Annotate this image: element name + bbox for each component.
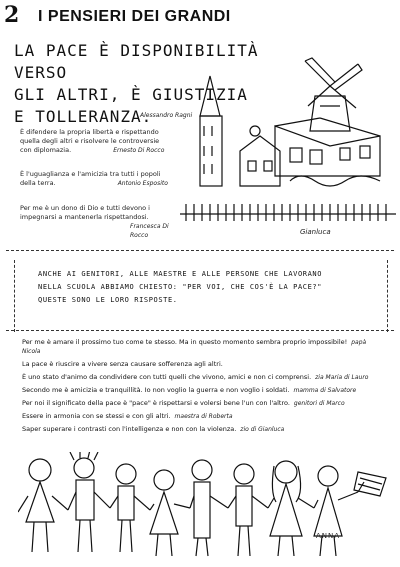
answer-3: È uno stato d'animo da condividere con tutti quelli che vivono, amici e non ci comprensi. zia Maria di Lauro bbox=[22, 373, 369, 381]
interview-text bbox=[38, 268, 368, 307]
child-8-drawing bbox=[314, 466, 358, 556]
answer-1: Per me è amare il prossimo tuo come te stesso. Ma in questo momento sembra proprio impossibile! papà Nicola bbox=[22, 338, 367, 355]
quote-1-author: Ernesto Di Rocco bbox=[113, 147, 165, 154]
interview-line-2: NELLA SCUOLA ABBIAMO CHIESTO: "PER VOI, CHE COS'È LA PACE?" bbox=[38, 283, 323, 291]
separator-bottom bbox=[6, 330, 394, 331]
children-drawing bbox=[18, 452, 388, 562]
page-title: I PENSIERI DEI GRANDI bbox=[38, 8, 231, 25]
main-quote-line-1: LA PACE È DISPONIBILITÀ VERSO bbox=[14, 41, 259, 82]
answer-3-author: zia Maria di Lauro bbox=[315, 374, 369, 381]
children-signature: ANNA bbox=[316, 532, 341, 540]
quote-2-line-1: È l'uguaglianza e l'amicizia tra tutti i popoli bbox=[20, 170, 161, 178]
interview-line-3: QUESTE SONO LE LORO RISPOSTE. bbox=[38, 296, 178, 304]
quote-1 bbox=[20, 128, 180, 155]
answer-6: Essere in armonia con se stessi e con gli altri. maestra di Roberta bbox=[22, 412, 233, 420]
quote-1-line-2: quella degli altri e risolvere le controversie bbox=[20, 137, 160, 145]
quote-1-line-1: È difendere la propria libertà e rispettando bbox=[20, 128, 159, 136]
main-quote-line-3: E TOLLERANZA. bbox=[14, 107, 153, 126]
drawing-label: Gianluca bbox=[300, 228, 331, 236]
main-quote-author: Alessandro Ragni bbox=[140, 112, 193, 119]
child-2-drawing bbox=[68, 452, 110, 552]
answer-1-author: papà Nicola bbox=[22, 339, 367, 355]
separator-top bbox=[6, 250, 394, 251]
child-5-drawing bbox=[190, 460, 228, 556]
interview-line-1: ANCHE AI GENITORI, ALLE MAESTRE E ALLE PERSONE CHE LAVORANO bbox=[38, 270, 323, 278]
main-quote-line-2: GLI ALTRI, È GIUSTIZIA bbox=[14, 85, 248, 104]
quote-3-line-1: Per me è un dono di Dio e tutti devono i bbox=[20, 204, 150, 212]
fence-drawing bbox=[180, 204, 396, 221]
quote-3-author: Francesca Di Rocco bbox=[130, 223, 169, 239]
child-7-drawing bbox=[268, 461, 314, 556]
town-drawing bbox=[180, 56, 396, 246]
page-number: 2 bbox=[4, 2, 20, 28]
answer-7: Saper superare i contrasti con l'intelligenza e non con la violenza. zio di Gianluca bbox=[22, 425, 285, 433]
answer-4-author: mamma di Salvatore bbox=[293, 387, 357, 394]
child-6-drawing bbox=[228, 464, 268, 556]
answers-list bbox=[22, 338, 372, 438]
child-4-drawing bbox=[150, 470, 190, 556]
quote-3 bbox=[20, 204, 180, 240]
tower-drawing bbox=[200, 76, 222, 186]
flag-drawing bbox=[354, 472, 386, 496]
answer-6-author: maestra di Roberta bbox=[174, 413, 233, 420]
answer-5: Per noi il significato della pace è "pace" è rispettarsi e volersi bene l'un con l'altro. genitori di Marco bbox=[22, 399, 345, 407]
answer-2: La pace è riuscire a vivere senza causare sofferenza agli altri. bbox=[22, 360, 223, 368]
quote-3-line-2: impegnarsi a mantenerla rispettandosi. bbox=[20, 213, 149, 221]
answer-5-author: genitori di Marco bbox=[293, 400, 345, 407]
quote-2-author: Antonio Esposito bbox=[117, 180, 168, 187]
answer-4: Secondo me è amicizia e tranquillità. Io non voglio la guerra e non voglio i soldati. mamma di Salvatore bbox=[22, 386, 357, 394]
windmill-drawing bbox=[305, 58, 362, 131]
quote-2-line-2: della terra. Antonio Esposito bbox=[20, 179, 168, 187]
child-3-drawing bbox=[110, 464, 150, 552]
answer-7-author: zio di Gianluca bbox=[240, 426, 285, 433]
child-1-drawing bbox=[18, 459, 68, 552]
quote-2 bbox=[20, 170, 180, 188]
quote-1-line-3: con diplomazia. Ernesto Di Rocco bbox=[20, 146, 165, 154]
